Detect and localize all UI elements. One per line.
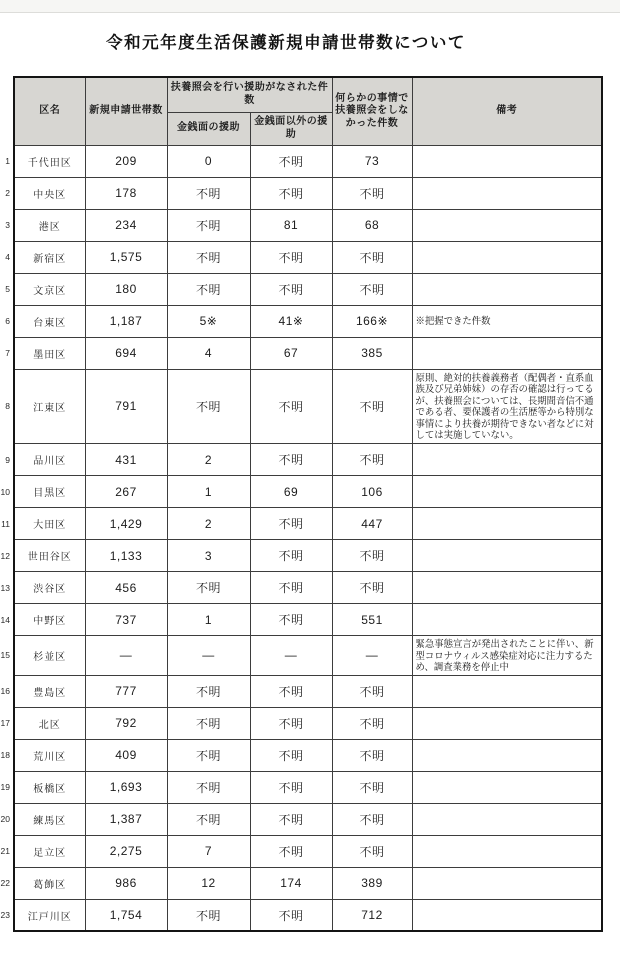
remarks-cell: ※把握できた件数: [412, 305, 602, 337]
header-new-applications: 新規申請世帯数: [85, 77, 167, 145]
row-number: 21: [0, 846, 10, 857]
financial-aid-cell: 不明: [167, 369, 250, 444]
no-inquiry-cell: 166※: [332, 305, 412, 337]
row-number: 3: [5, 220, 10, 230]
table-row: [0, 867, 602, 899]
remarks-cell: [412, 444, 602, 476]
financial-aid-cell: 不明: [167, 803, 250, 835]
page-title: 令和元年度生活保護新規申請世帯数について: [106, 34, 466, 52]
remarks-cell: [412, 540, 602, 572]
row-number: 18: [0, 750, 10, 761]
table-row: [0, 476, 602, 508]
table-row: [0, 305, 602, 337]
district-cell: 江東区: [14, 369, 85, 444]
new-applications-cell: 791: [85, 369, 167, 444]
row-number: 2: [5, 188, 10, 198]
non-financial-aid-cell: 不明: [250, 572, 332, 604]
new-applications-cell: 1,187: [85, 305, 167, 337]
table-row: [0, 540, 602, 572]
no-inquiry-cell: 不明: [332, 739, 412, 771]
financial-aid-cell: 不明: [167, 771, 250, 803]
district-cell: 墨田区: [14, 337, 85, 369]
row-number: 9: [5, 454, 10, 465]
remarks-cell: 原則、絶対的扶養義務者（配偶者・直系血族及び兄弟姉妹）の存否の確認は行ってるが、扶養照会については、長期間音信不通である者、要保護者の生活歴等から特別な事情により扶養が期待できない者などに対しては実施していない。: [412, 369, 602, 444]
financial-aid-cell: 1: [167, 476, 250, 508]
remarks-cell: [412, 675, 602, 707]
district-cell: 北区: [14, 707, 85, 739]
row-number: 6: [5, 316, 10, 326]
no-inquiry-cell: 不明: [332, 241, 412, 273]
table-header: [0, 77, 602, 145]
new-applications-cell: 1,754: [85, 899, 167, 931]
district-cell: 千代田区: [14, 145, 85, 177]
non-financial-aid-cell: —: [250, 636, 332, 676]
financial-aid-cell: 2: [167, 444, 250, 476]
non-financial-aid-cell: 不明: [250, 273, 332, 305]
financial-aid-cell: 不明: [167, 899, 250, 931]
financial-aid-cell: —: [167, 636, 250, 676]
header-no-inquiry: 何らかの事情で扶養照会をしなかった件数: [332, 77, 412, 145]
non-financial-aid-cell: 不明: [250, 177, 332, 209]
no-inquiry-cell: 712: [332, 899, 412, 931]
remarks-cell: 緊急事態宣言が発出されたことに伴い、新型コロナウィルス感染症対応に注力するため、調査業務を停止中: [412, 636, 602, 676]
financial-aid-cell: 0: [167, 145, 250, 177]
new-applications-cell: 1,133: [85, 540, 167, 572]
non-financial-aid-cell: 不明: [250, 739, 332, 771]
district-cell: 渋谷区: [14, 572, 85, 604]
table-row: [0, 636, 602, 676]
row-number: 11: [1, 518, 10, 529]
financial-aid-cell: 3: [167, 540, 250, 572]
new-applications-cell: 409: [85, 739, 167, 771]
district-cell: 港区: [14, 209, 85, 241]
district-cell: 練馬区: [14, 803, 85, 835]
new-applications-cell: —: [85, 636, 167, 676]
no-inquiry-cell: 不明: [332, 572, 412, 604]
remarks-cell: [412, 337, 602, 369]
row-number: 19: [0, 782, 10, 793]
new-applications-cell: 178: [85, 177, 167, 209]
no-inquiry-cell: 68: [332, 209, 412, 241]
row-number: 10: [0, 486, 10, 497]
table-row: [0, 337, 602, 369]
table-row: [0, 707, 602, 739]
no-inquiry-cell: 不明: [332, 771, 412, 803]
header-remarks: 備考: [412, 77, 602, 145]
no-inquiry-cell: —: [332, 636, 412, 676]
table-row: [0, 803, 602, 835]
remarks-cell: [412, 899, 602, 931]
header-gutter: [0, 112, 14, 145]
financial-aid-cell: 12: [167, 867, 250, 899]
non-financial-aid-cell: 不明: [250, 803, 332, 835]
financial-aid-cell: 不明: [167, 209, 250, 241]
row-number: 4: [5, 252, 10, 262]
district-cell: 中野区: [14, 604, 85, 636]
row-number: 5: [5, 284, 10, 294]
district-cell: 板橋区: [14, 771, 85, 803]
non-financial-aid-cell: 41※: [250, 305, 332, 337]
financial-aid-cell: 不明: [167, 675, 250, 707]
district-cell: 荒川区: [14, 739, 85, 771]
district-cell: 江戸川区: [14, 899, 85, 931]
financial-aid-cell: 不明: [167, 707, 250, 739]
district-cell: 目黒区: [14, 476, 85, 508]
new-applications-cell: 209: [85, 145, 167, 177]
non-financial-aid-cell: 不明: [250, 540, 332, 572]
financial-aid-cell: 7: [167, 835, 250, 867]
new-applications-cell: 1,575: [85, 241, 167, 273]
remarks-cell: [412, 209, 602, 241]
non-financial-aid-cell: 81: [250, 209, 332, 241]
non-financial-aid-cell: 不明: [250, 835, 332, 867]
header-gutter: [0, 77, 14, 112]
district-cell: 中央区: [14, 177, 85, 209]
no-inquiry-cell: 不明: [332, 835, 412, 867]
row-number: 16: [0, 686, 10, 697]
remarks-cell: [412, 273, 602, 305]
header-inquiry-group: 扶養照会を行い援助がなされた件数: [167, 77, 332, 112]
header-district: 区名: [14, 77, 85, 145]
no-inquiry-cell: 不明: [332, 369, 412, 444]
row-number: 20: [0, 814, 10, 825]
financial-aid-cell: 不明: [167, 273, 250, 305]
table-body: [0, 145, 602, 931]
row-number: 17: [0, 718, 10, 729]
non-financial-aid-cell: 67: [250, 337, 332, 369]
new-applications-cell: 1,387: [85, 803, 167, 835]
row-number: 12: [0, 550, 10, 561]
district-cell: 文京区: [14, 273, 85, 305]
table-row: [0, 177, 602, 209]
no-inquiry-cell: 106: [332, 476, 412, 508]
header-row-group: [0, 77, 602, 112]
row-number: 1: [5, 156, 10, 166]
new-applications-cell: 234: [85, 209, 167, 241]
table-row: [0, 739, 602, 771]
header-financial-aid: 金銭面の援助: [167, 112, 250, 145]
new-applications-cell: 1,429: [85, 508, 167, 540]
no-inquiry-cell: 551: [332, 604, 412, 636]
district-cell: 杉並区: [14, 636, 85, 676]
new-applications-cell: 792: [85, 707, 167, 739]
table-row: [0, 604, 602, 636]
remarks-cell: [412, 707, 602, 739]
district-cell: 世田谷区: [14, 540, 85, 572]
welfare-applications-table: [0, 76, 603, 932]
row-number: 7: [5, 348, 10, 358]
remarks-cell: [412, 803, 602, 835]
remarks-cell: [412, 572, 602, 604]
row-number: 13: [0, 582, 10, 593]
row-number: 15: [0, 650, 10, 661]
remarks-cell: [412, 835, 602, 867]
no-inquiry-cell: 不明: [332, 540, 412, 572]
non-financial-aid-cell: 不明: [250, 145, 332, 177]
remarks-cell: [412, 604, 602, 636]
district-cell: 新宿区: [14, 241, 85, 273]
remarks-cell: [412, 177, 602, 209]
no-inquiry-cell: 不明: [332, 803, 412, 835]
district-cell: 足立区: [14, 835, 85, 867]
new-applications-cell: 456: [85, 572, 167, 604]
financial-aid-cell: 2: [167, 508, 250, 540]
new-applications-cell: 2,275: [85, 835, 167, 867]
non-financial-aid-cell: 不明: [250, 444, 332, 476]
new-applications-cell: 986: [85, 867, 167, 899]
table-row: [0, 675, 602, 707]
non-financial-aid-cell: 不明: [250, 675, 332, 707]
new-applications-cell: 737: [85, 604, 167, 636]
no-inquiry-cell: 73: [332, 145, 412, 177]
row-number: 8: [5, 401, 10, 412]
non-financial-aid-cell: 69: [250, 476, 332, 508]
table-row: [0, 899, 602, 931]
financial-aid-cell: 不明: [167, 241, 250, 273]
table-row: [0, 241, 602, 273]
new-applications-cell: 431: [85, 444, 167, 476]
table-row: [0, 444, 602, 476]
row-number: 23: [0, 910, 10, 921]
remarks-cell: [412, 508, 602, 540]
financial-aid-cell: 不明: [167, 739, 250, 771]
table-row: [0, 572, 602, 604]
non-financial-aid-cell: 174: [250, 867, 332, 899]
row-number: 22: [0, 878, 10, 889]
financial-aid-cell: 5※: [167, 305, 250, 337]
district-cell: 品川区: [14, 444, 85, 476]
district-cell: 大田区: [14, 508, 85, 540]
no-inquiry-cell: 389: [332, 867, 412, 899]
remarks-cell: [412, 739, 602, 771]
table-row: [0, 273, 602, 305]
new-applications-cell: 694: [85, 337, 167, 369]
scan-page-top-edge: [0, 0, 620, 13]
table-row: [0, 835, 602, 867]
financial-aid-cell: 1: [167, 604, 250, 636]
non-financial-aid-cell: 不明: [250, 771, 332, 803]
table-row: [0, 771, 602, 803]
non-financial-aid-cell: 不明: [250, 241, 332, 273]
district-cell: 葛飾区: [14, 867, 85, 899]
no-inquiry-cell: 不明: [332, 177, 412, 209]
no-inquiry-cell: 447: [332, 508, 412, 540]
non-financial-aid-cell: 不明: [250, 899, 332, 931]
financial-aid-cell: 不明: [167, 572, 250, 604]
no-inquiry-cell: 不明: [332, 444, 412, 476]
row-number: 14: [0, 614, 10, 625]
remarks-cell: [412, 771, 602, 803]
non-financial-aid-cell: 不明: [250, 604, 332, 636]
district-cell: 台東区: [14, 305, 85, 337]
header-non-financial-aid: 金銭面以外の援助: [250, 112, 332, 145]
new-applications-cell: 777: [85, 675, 167, 707]
non-financial-aid-cell: 不明: [250, 369, 332, 444]
table-row: [0, 508, 602, 540]
remarks-cell: [412, 145, 602, 177]
no-inquiry-cell: 385: [332, 337, 412, 369]
non-financial-aid-cell: 不明: [250, 707, 332, 739]
district-cell: 豊島区: [14, 675, 85, 707]
no-inquiry-cell: 不明: [332, 273, 412, 305]
non-financial-aid-cell: 不明: [250, 508, 332, 540]
table-row: [0, 209, 602, 241]
new-applications-cell: 267: [85, 476, 167, 508]
no-inquiry-cell: 不明: [332, 707, 412, 739]
table-row: [0, 145, 602, 177]
financial-aid-cell: 不明: [167, 177, 250, 209]
financial-aid-cell: 4: [167, 337, 250, 369]
remarks-cell: [412, 241, 602, 273]
remarks-cell: [412, 867, 602, 899]
table-row: [0, 369, 602, 444]
new-applications-cell: 1,693: [85, 771, 167, 803]
remarks-cell: [412, 476, 602, 508]
new-applications-cell: 180: [85, 273, 167, 305]
no-inquiry-cell: 不明: [332, 675, 412, 707]
